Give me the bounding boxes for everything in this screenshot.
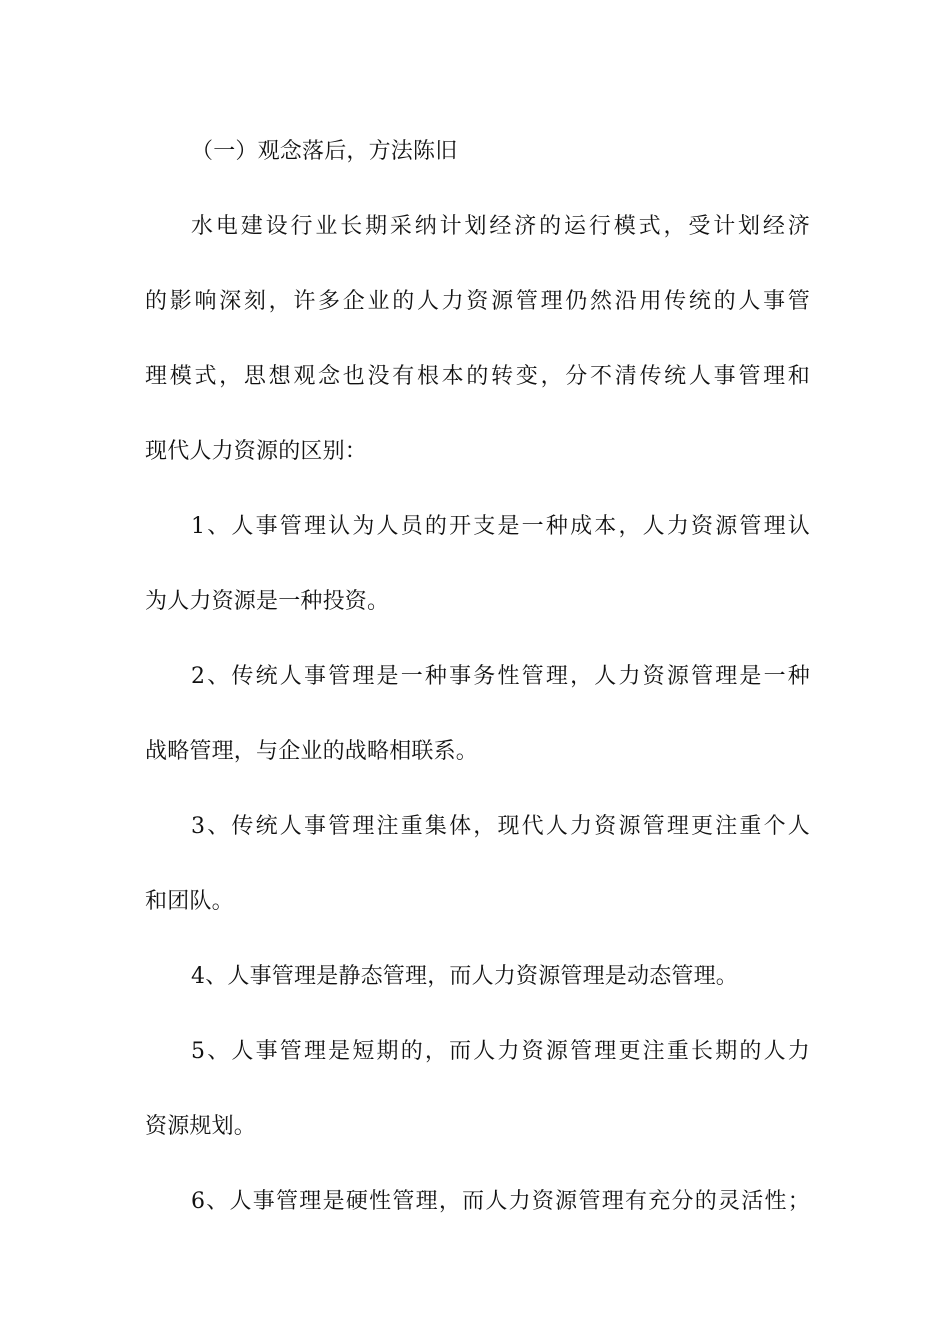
list-item-line: 和团队。	[145, 889, 234, 914]
paragraph-line: 的影响深刻，许多企业的人力资源管理仍然沿用传统的人事管	[145, 289, 810, 314]
list-item-line: 战略管理，与企业的战略相联系。	[145, 739, 479, 764]
list-item-line: 6、人事管理是硬性管理，而人力资源管理有充分的灵活性；	[191, 1189, 810, 1214]
list-item-line: 2、传统人事管理是一种事务性管理，人力资源管理是一种	[191, 664, 810, 689]
section-heading: （一）观念落后，方法陈旧	[191, 139, 458, 164]
list-item-line: 资源规划。	[145, 1114, 257, 1139]
paragraph-line: 理模式，思想观念也没有根本的转变，分不清传统人事管理和	[145, 364, 810, 389]
list-item-line: 4、人事管理是静态管理，而人力资源管理是动态管理。	[191, 964, 738, 989]
list-item-line: 为人力资源是一种投资。	[145, 589, 390, 614]
list-item-line: 5、人事管理是短期的，而人力资源管理更注重长期的人力	[191, 1039, 810, 1064]
list-item-line: 3、传统人事管理注重集体，现代人力资源管理更注重个人	[191, 814, 810, 839]
list-item-line: 1、人事管理认为人员的开支是一种成本，人力资源管理认	[191, 514, 810, 539]
paragraph-line: 现代人力资源的区别：	[145, 439, 368, 464]
paragraph-line: 水电建设行业长期采纳计划经济的运行模式，受计划经济	[191, 214, 810, 239]
